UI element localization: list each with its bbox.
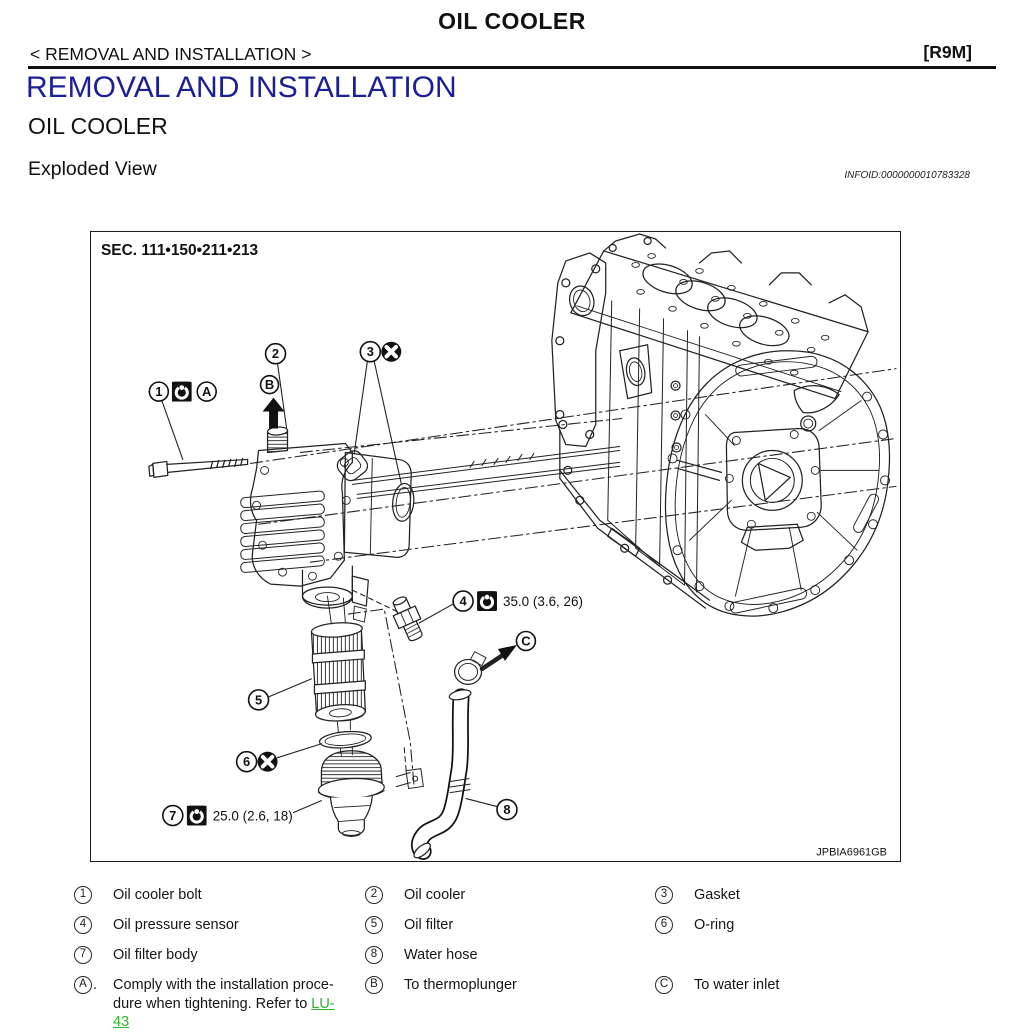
legend-label-4: Oil pressure sensor [113,917,239,933]
sec-label: SEC. 111•150•211•213 [100,241,259,259]
engine-block-drawing [552,234,890,616]
legend-label-7: Oil filter body [113,947,198,963]
callout-3 [360,342,380,362]
oil-filter-drawing [311,596,366,732]
legend-num-c: C [655,976,673,994]
legend-label-5: Oil filter [404,917,454,933]
header-divider [28,66,996,69]
legend-label-8: Water hose [404,947,478,963]
torque-icon [187,806,207,826]
callout-8 [497,800,517,820]
torque-icon [477,591,497,611]
legend-num-8: 8 [365,946,383,964]
oil-pressure-sensor-drawing [388,593,428,644]
torque-icon [172,382,192,402]
callout-1 [149,382,168,401]
svg-text:8: 8 [503,802,511,818]
legend-num-1: 1 [74,886,92,904]
legend-note-a [113,976,371,1032]
legend-num-5: 5 [365,916,383,934]
svg-text:5: 5 [254,692,263,708]
legend-label-c: To water inlet [694,977,780,993]
legend-num-b: B [365,976,383,994]
callout-2 [266,344,286,364]
replace-part-icon [258,752,278,772]
legend-num-2: 2 [365,886,383,904]
callout-c [516,632,535,651]
arrow-up-b [263,398,285,429]
svg-text:C: C [521,633,531,649]
callout-7 [163,806,183,826]
svg-text:A: A [202,384,212,400]
exploded-view-drawing [91,232,900,861]
page-title: OIL COOLER [438,8,586,34]
callout-6 [237,752,257,772]
engine-code-badge: [R9M] [923,42,972,62]
legend-num-4: 4 [74,916,92,934]
callout-5 [249,690,269,710]
arrow-to-c [482,645,517,669]
callout-a [197,382,216,401]
legend-num-7: 7 [74,946,92,964]
legend-num-6: 6 [655,916,673,934]
figure-id: JPBIA6961GB [816,846,888,859]
legend-label-3: Gasket [694,887,740,903]
torque-value-sensor: 35.0 (3.6, 26) [502,594,584,610]
svg-text:B: B [264,377,275,393]
subsection-heading: OIL COOLER [28,113,168,139]
legend-num-a-suffix: . [93,977,98,993]
svg-text:7: 7 [169,808,177,824]
oil-filter-body-drawing [318,751,385,837]
lu-ref-link-part2[interactable]: 43 [113,1014,130,1030]
note-a-line1: Comply with the installation proce- [113,977,334,993]
callout-4 [453,591,473,611]
svg-text:3: 3 [366,344,374,360]
note-a-line2: dure when tightening. Refer to [113,995,312,1012]
svg-text:1: 1 [155,384,163,400]
legend-label-6: O-ring [694,917,735,933]
legend-label-b: To thermoplunger [404,977,517,993]
lu-ref-link-part1[interactable]: LU- [311,995,335,1012]
svg-text:2: 2 [271,346,280,362]
exploded-view-figure [90,231,901,862]
svg-text:4: 4 [459,593,467,609]
water-hose-drawing [396,688,472,860]
torque-value-filter-body: 25.0 (2.6, 18) [212,808,293,824]
cooler-studs [352,446,619,498]
legend-num-a: A [74,976,92,994]
infoid-label: INFOID:0000000010783328 [844,170,970,181]
callout-b [261,376,279,394]
breadcrumb: < REMOVAL AND INSTALLATION > [30,44,312,64]
legend-label-2: Oil cooler [404,887,466,903]
exploded-view-heading: Exploded View [28,158,157,180]
svg-text:6: 6 [243,754,251,770]
oil-cooler-bolt-drawing [149,458,248,477]
legend-num-3: 3 [655,886,673,904]
oil-cooler-drawing [240,426,411,622]
legend-label-1: Oil cooler bolt [113,887,202,903]
replace-part-icon [381,342,401,362]
section-heading: REMOVAL AND INSTALLATION [26,71,457,104]
